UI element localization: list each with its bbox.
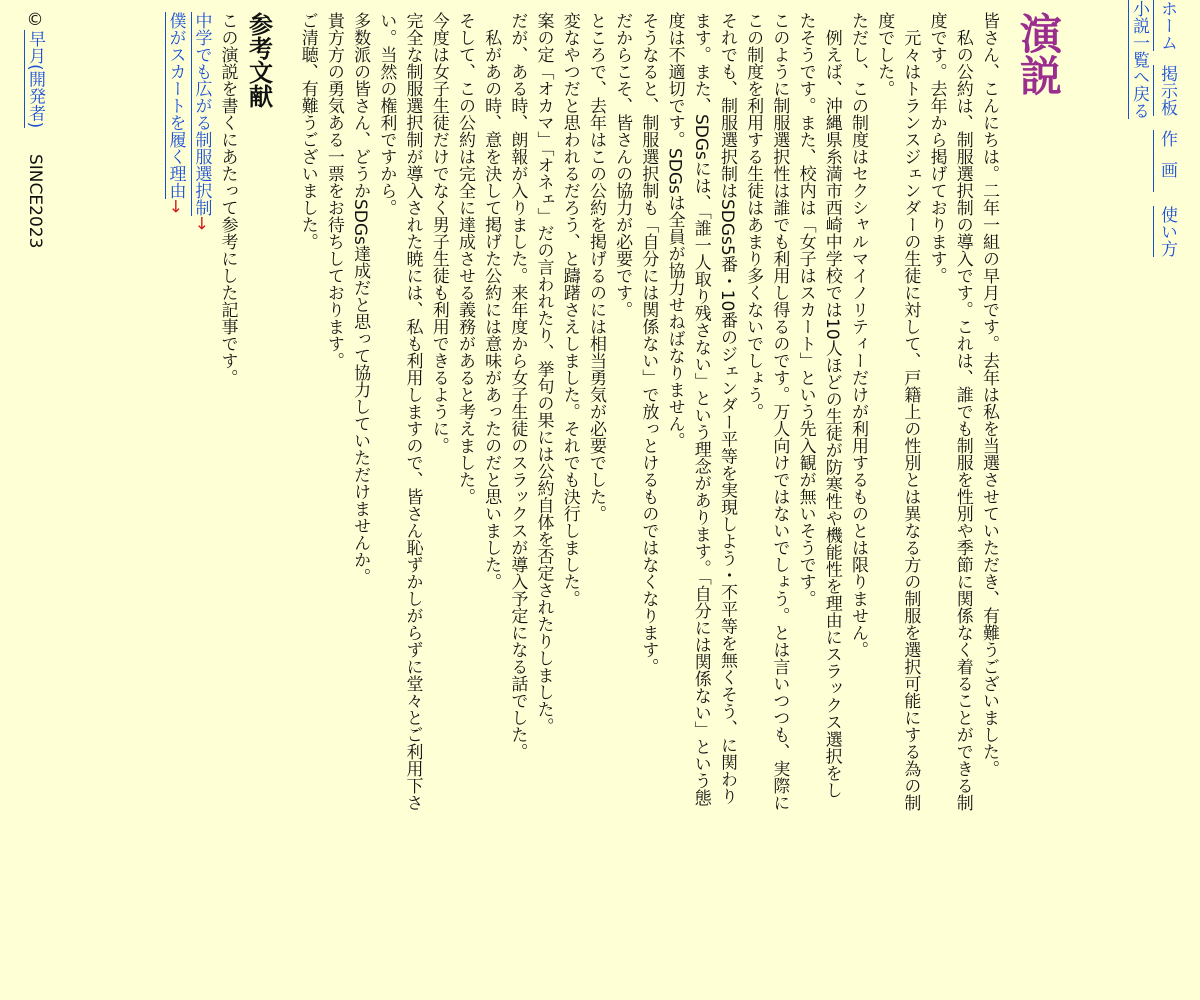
paragraph: そうなると、制服選択制も「自分には関係ない」で放っとけるものではなくなります。	[638, 12, 659, 675]
back-nav	[1126, 0, 1152, 119]
footer	[22, 10, 48, 249]
paragraph: だからこそ、皆さんの協力が必要です。	[612, 12, 633, 318]
top-nav	[1153, 0, 1180, 257]
paragraph: ところで、去年はこの公約を掲げるのには相当勇気が必要でした。	[585, 12, 606, 522]
references-heading: 参考文献	[244, 12, 273, 108]
reference-item	[189, 12, 215, 992]
author-name: 早月	[25, 30, 45, 64]
paragraph: このように制服選択性は誰でも利用し得るのです。万人向けではないでしょう。とは言いつつも、実際にこの制度を利用する生徒はあまり多くないでしょう。	[743, 12, 790, 811]
paragraph: 例えば、沖縄県糸満市西崎中学校では10人ほどの生徒が防寒性や機能性を理由にスラックス選択をしたそうです。また、校内は「女子はスカート」という先入観が無いそうです。	[795, 12, 842, 799]
paragraph: 私があの時、意を決して掲げた公約には意味があったのだと思いました。	[481, 29, 502, 590]
reference-link-skirt-reason[interactable]: 僕がスカートを履く理由	[165, 12, 186, 199]
nav-howto-link[interactable]: 使い方	[1153, 206, 1180, 257]
paragraph: 貴方方の勇気ある一票をお待ちしております。	[323, 12, 344, 369]
paragraph: 私の公約は、制服選択制の導入です。これは、誰でも制服を性別や季節に関係なく着ることができる制度です。去年から掲げております。	[926, 12, 973, 811]
paragraph: 変なやつだと思われるだろう、と躊躇さえしました。それでも決行しました。	[559, 12, 580, 607]
reference-item	[163, 12, 189, 992]
author-link[interactable]: 早月(開発者)	[25, 30, 45, 129]
references-intro: この演説を書くにあたって参考にした記事です。	[217, 12, 238, 386]
paragraph: 今度は女子生徒だけでなく男子生徒も利用できるように。	[428, 12, 449, 454]
arrow-icon: →	[165, 199, 186, 214]
author-role: 開発者	[25, 70, 45, 122]
paragraph: 案の定「オカマ」「オネェ」だの言われたり、挙句の果には公約自体を否定されたりしました。	[533, 12, 554, 735]
back-to-novels-link[interactable]: 小説一覧へ戻る	[1129, 0, 1149, 119]
article	[163, 12, 1064, 992]
since-text: SINCE2023	[25, 154, 45, 249]
page-title: 演説	[1014, 12, 1063, 96]
paragraph: 元々はトランスジェンダーの生徒に対して、戸籍上の性別とは異なる方の制服を選択可能にする為の制度でした。	[874, 12, 921, 811]
reference-link-uniform-choice[interactable]: 中学でも広がる制服選択制	[191, 12, 212, 216]
paragraph: ご清聴、有難うございました。	[297, 12, 318, 250]
paragraph: それでも、制服選択制はSDGs5番・10番のジェンダー平等を実現しよう・不平等を無くそう、に関わります。また、SDGsには、「誰一人取り残さない」という理念があります。「自分には関係ない」という態度は不適切です。SDGsは全員が協力せねばなりません。	[664, 12, 737, 806]
paragraph: そして、この公約は完全に達成させる義務があると考えました。	[454, 12, 475, 505]
paragraph: ただし、この制度はセクシャルマイノリティーだけが利用するものとは限りません。	[847, 12, 868, 658]
nav-board-link[interactable]: 掲示板	[1153, 65, 1180, 116]
paragraph: だが、ある時、朗報が入りました。来年度から女子生徒のスラックスが導入予定になる話でした。	[507, 12, 528, 760]
paragraph: 完全な制服選択制が導入された暁には、私も利用しますので、皆さん恥ずかしがらずに堂々とご利用下さい。当然の権利ですから。	[376, 12, 423, 811]
copyright-icon: ©	[25, 10, 45, 30]
paragraph: 多数派の皆さん、どうかSDGs達成だと思って協力していただけませんか。	[350, 12, 371, 585]
nav-home-link[interactable]: ホーム	[1153, 0, 1180, 51]
paragraph: 皆さん、こんにちは。二年一組の早月です。去年は私を当選させていただき、有難うございました。	[979, 12, 999, 777]
nav-drawing-link[interactable]: 作画	[1153, 130, 1180, 192]
arrow-icon: →	[191, 216, 212, 231]
